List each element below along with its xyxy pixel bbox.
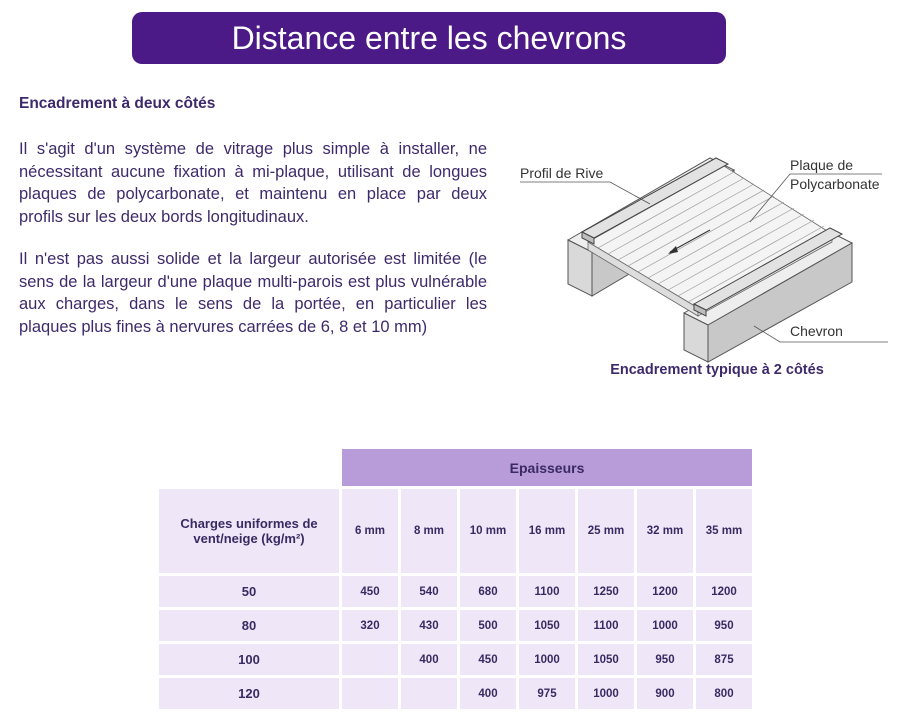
- row-load-label: 100: [159, 644, 339, 675]
- table-cell: 400: [401, 644, 457, 675]
- label-plaque-line2: Polycarbonate: [790, 176, 880, 192]
- table-cell: 1200: [696, 576, 752, 607]
- row-load-label: 50: [159, 576, 339, 607]
- column-header: 35 mm: [696, 489, 752, 573]
- column-header: 32 mm: [637, 489, 693, 573]
- table-cell: 900: [637, 678, 693, 709]
- diagram-caption: Encadrement typique à 2 côtés: [610, 362, 824, 378]
- table-cell: 500: [460, 610, 516, 641]
- row-load-label: 80: [159, 610, 339, 641]
- table-cell: [401, 678, 457, 709]
- framing-diagram: [510, 148, 910, 364]
- label-plaque-line1: Plaque de: [790, 157, 854, 173]
- table-row: [159, 610, 752, 641]
- table-cell: 1050: [578, 644, 634, 675]
- column-header: 6 mm: [342, 489, 398, 573]
- row-load-label: 120: [159, 678, 339, 709]
- table-cell: 950: [637, 644, 693, 675]
- section-subtitle: Encadrement à deux côtés: [19, 95, 216, 112]
- paragraph-limitations: Il n'est pas aussi solide et la largeur autorisée est limitée (le sens de la largeur d'une plaque multi-parois est plus vulnérable aux charges, dans le sens de la portée, en particulier les plaques plus fines à nervures carrées de 6, 8 et 10 mm): [19, 250, 487, 336]
- table-cell: 540: [401, 576, 457, 607]
- table-cell: 1000: [578, 678, 634, 709]
- table-cell: 950: [696, 610, 752, 641]
- table-corner: [159, 449, 339, 486]
- column-header: 10 mm: [460, 489, 516, 573]
- table-cell: 875: [696, 644, 752, 675]
- table-cell: [342, 678, 398, 709]
- column-header: 25 mm: [578, 489, 634, 573]
- spacing-table: [156, 446, 755, 712]
- table-cell: [342, 644, 398, 675]
- table-cell: 1100: [578, 610, 634, 641]
- table-group-header: Epaisseurs: [342, 449, 752, 486]
- table-cell: 800: [696, 678, 752, 709]
- label-profil: Profil de Rive: [520, 165, 604, 181]
- label-chevron: Chevron: [790, 323, 843, 339]
- table-cell: 320: [342, 610, 398, 641]
- paragraph-intro: Il s'agit d'un système de vitrage plus simple à installer, ne nécessitant aucune fixation à mi-plaque, utilisant de longues plaques de polycarbonate, et maintenu en place par deux profils sur les deux bords longitudinaux.: [19, 140, 487, 226]
- table-cell: 975: [519, 678, 575, 709]
- table-cell: 1200: [637, 576, 693, 607]
- table-cell: 1000: [519, 644, 575, 675]
- table-row: [159, 644, 752, 675]
- table-cell: 1000: [637, 610, 693, 641]
- table-cell: 400: [460, 678, 516, 709]
- table-cell: 1050: [519, 610, 575, 641]
- page-title-banner: Distance entre les chevrons: [132, 12, 726, 64]
- table-cell: 1100: [519, 576, 575, 607]
- table-cell: 450: [460, 644, 516, 675]
- table-cell: 450: [342, 576, 398, 607]
- table-cell: 430: [401, 610, 457, 641]
- table-row: [159, 576, 752, 607]
- table-cell: 1250: [578, 576, 634, 607]
- table-cell: 680: [460, 576, 516, 607]
- table-row-header: Charges uniformes de vent/neige (kg/m²): [159, 489, 339, 573]
- column-header: 16 mm: [519, 489, 575, 573]
- column-header: 8 mm: [401, 489, 457, 573]
- table-row: [159, 678, 752, 709]
